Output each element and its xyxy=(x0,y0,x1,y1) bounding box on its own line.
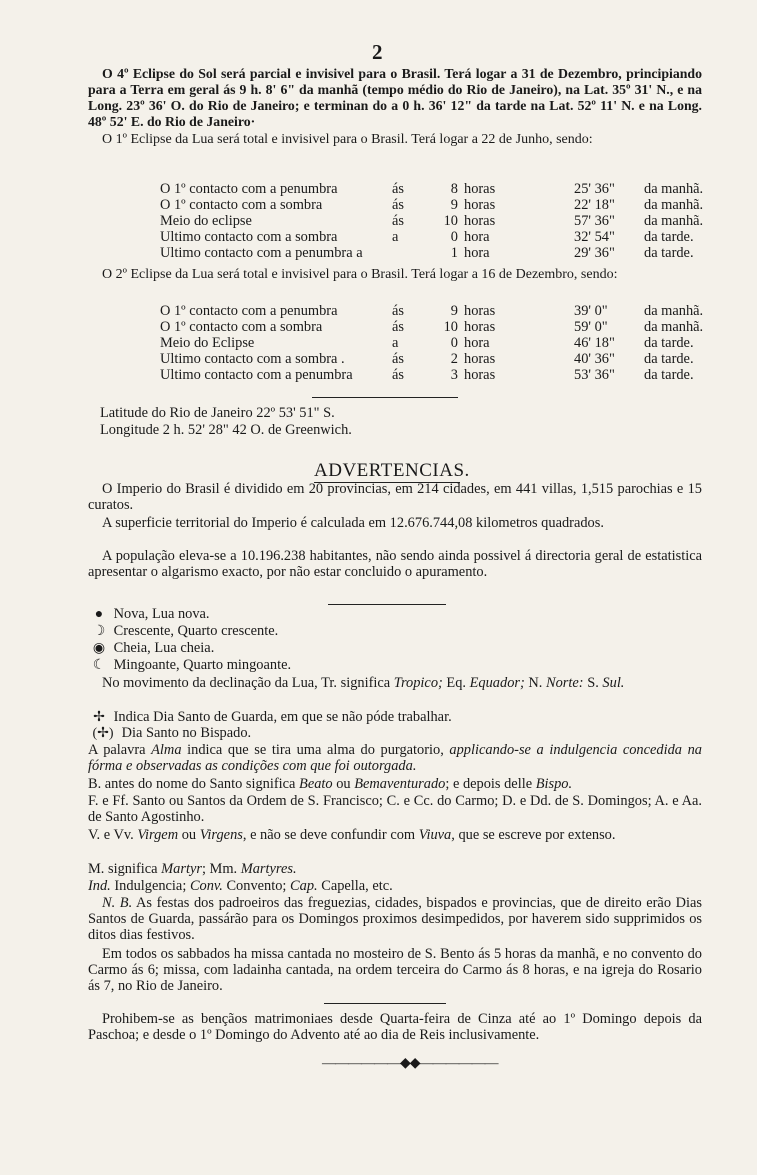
lunar-eclipse-1-table xyxy=(160,181,703,261)
solar-eclipse-paragraph: O 4º Eclipse do Sol será parcial e invisivel para o Brasil. Terá logar a 31 de Dezembro, principiando para a Terra em geral ás 9 h. 8' 6" da manhã (tempo médio do Rio de Janeiro), na Lat. 35º 31' N., e na Long. 23º 36' O. do Rio de Janeiro; e terminan do a 0 h. 36' 12" da tarde na Lat. 52º 11' N. e na Long. 48º 52' E. do Rio de Janeiro· xyxy=(88,66,702,129)
time-cell: 40' 36" xyxy=(574,351,615,367)
advertencia-population: A população eleva-se a 10.196.238 habitantes, não sendo ainda possivel á directoria geral de estatistica apresentar o algarismo exacto, por não estar concluido o apuramento. xyxy=(88,548,702,580)
event-cell: Ultimo contacto com a penumbra a xyxy=(160,245,363,261)
event-cell: O 1º contacto com a penumbra xyxy=(160,303,338,319)
event-cell: Meio do eclipse xyxy=(160,213,252,229)
divider xyxy=(328,604,446,605)
period-cell: da tarde. xyxy=(644,351,694,367)
lunar-eclipse-2-table xyxy=(160,303,703,383)
event-cell: Ultimo contacto com a sombra . xyxy=(160,351,345,367)
new-moon-icon: ● xyxy=(94,607,104,622)
advertencias-heading: ADVERTENCIAS. xyxy=(314,460,470,481)
prep-cell: ás xyxy=(392,367,404,383)
divider xyxy=(312,397,458,398)
moon-phase-item xyxy=(88,640,702,657)
table-row xyxy=(160,245,703,261)
prep-cell: ás xyxy=(392,351,404,367)
lunar-eclipse-2-intro: O 2º Eclipse da Lua será total e invisivel para o Brasil. Terá logar a 16 de Dezembro, sendo: xyxy=(102,267,618,282)
table-row xyxy=(160,197,703,213)
time-cell: 53' 36" xyxy=(574,367,615,383)
moon-phase-item xyxy=(88,657,702,674)
hour-cell: 0 xyxy=(450,229,458,245)
hour-cell: 9 xyxy=(450,303,458,319)
time-cell: 32' 54" xyxy=(574,229,615,245)
declination-note: No movimento da declinação da Lua, Tr. significa Tropico; Eq. Equador; N. Norte: S. Sul. xyxy=(102,675,625,691)
prep-cell: ás xyxy=(392,303,404,319)
table-row xyxy=(160,367,703,383)
lunar-eclipse-1-intro: O 1º Eclipse da Lua será total e invisivel para o Brasil. Terá logar a 22 de Junho, sendo: xyxy=(102,132,593,147)
page-number: 2 xyxy=(372,40,383,64)
hour-cell: 1 xyxy=(450,245,458,261)
virgem-note: V. e Vv. Virgem ou Virgens, e não se deve confundir com Viuva, que se escreve por extenso. xyxy=(88,827,616,843)
unit-cell: horas xyxy=(464,197,496,213)
martyr-note: M. significa Martyr; Mm. Martyres. xyxy=(88,861,297,877)
hour-cell: 8 xyxy=(450,181,458,197)
prep-cell xyxy=(392,245,418,261)
bracketed-cross-icon: (✢) xyxy=(92,726,114,741)
table-row xyxy=(160,319,703,335)
cross-icon: ✢ xyxy=(93,710,105,725)
event-cell: Ultimo contacto com a sombra xyxy=(160,229,338,245)
time-cell: 46' 18" xyxy=(574,335,615,351)
religious-orders-note: F. e Ff. Santo ou Santos da Ordem de S. Francisco; C. e Cc. do Carmo; D. e Dd. de S. Domingos; A. e Aa. de Santo Agostinho. xyxy=(88,793,702,825)
hour-cell: 9 xyxy=(450,197,458,213)
unit-cell: horas xyxy=(464,213,496,229)
hour-cell: 10 xyxy=(443,319,458,335)
time-cell: 22' 18" xyxy=(574,197,615,213)
moon-phase-label: Crescente, Quarto crescente. xyxy=(113,623,279,639)
advertencia-area: A superficie territorial do Imperio é calculada em 12.676.744,08 kilometros quadrados. xyxy=(102,515,604,531)
period-cell: da tarde. xyxy=(644,245,694,261)
table-row xyxy=(160,229,703,245)
prep-cell: ás xyxy=(392,319,404,335)
prep-cell: a xyxy=(392,229,399,245)
end-ornament: ——————◆◆—————— xyxy=(322,1056,498,1071)
prep-cell: a xyxy=(392,335,399,351)
latitude: Latitude do Rio de Janeiro 22º 53' 51" S. xyxy=(100,405,335,421)
period-cell: da tarde. xyxy=(644,367,694,383)
time-cell: 39' 0" xyxy=(574,303,608,319)
moon-phase-label: Cheia, Lua cheia. xyxy=(113,640,215,656)
unit-cell: hora xyxy=(464,229,490,245)
period-cell: da tarde. xyxy=(644,335,694,351)
moon-phase-label: Nova, Lua nova. xyxy=(113,606,210,622)
marriage-blessing-prohibition: Prohibem-se as bençãos matrimoniaes desde Quarta-feira de Cinza até ao 1º Domingo depois da Paschoa; e desde o 1º Domingo do Advento até ao dia de Reis inclusivamente. xyxy=(88,1011,702,1043)
unit-cell: horas xyxy=(464,303,496,319)
time-cell: 25' 36" xyxy=(574,181,615,197)
table-row xyxy=(160,213,703,229)
period-cell: da manhã. xyxy=(644,319,704,335)
event-cell: Meio do Eclipse xyxy=(160,335,255,351)
abbreviations-note: Ind. Indulgencia; Conv. Convento; Cap. Capella, etc. xyxy=(88,878,393,894)
dia-santo-guarda-legend: ✢ Indica Dia Santo de Guarda, em que se não póde trabalhar. xyxy=(88,709,702,726)
prep-cell: ás xyxy=(392,181,404,197)
event-cell: Ultimo contacto com a penumbra xyxy=(160,367,353,383)
beato-note: B. antes do nome do Santo significa Beato ou Bemaventurado; e depois delle Bispo. xyxy=(88,776,573,792)
table-row xyxy=(160,303,703,319)
longitude: Longitude 2 h. 52' 28" 42 O. de Greenwich. xyxy=(100,422,352,438)
prep-cell: ás xyxy=(392,213,404,229)
time-cell: 29' 36" xyxy=(574,245,615,261)
hour-cell: 10 xyxy=(443,213,458,229)
period-cell: da manhã. xyxy=(644,213,704,229)
full-moon-icon: ◉ xyxy=(92,641,106,656)
unit-cell: hora xyxy=(464,335,490,351)
unit-cell: horas xyxy=(464,181,496,197)
hour-cell: 0 xyxy=(450,335,458,351)
period-cell: da manhã. xyxy=(644,181,704,197)
period-cell: da manhã. xyxy=(644,303,704,319)
moon-phase-item xyxy=(88,623,702,640)
nota-bene: N. B. As festas dos padroeiros das freguezias, cidades, bispados e provincias, que de direito erão Dias Santos de Guarda, passárão para os Domingos proximos desimpedidos, por haverem sido supprimidos os ditos dias festivos. xyxy=(88,895,702,943)
last-quarter-icon: ☾ xyxy=(92,658,106,673)
moon-phase-item xyxy=(88,606,702,623)
unit-cell: horas xyxy=(464,319,496,335)
first-quarter-icon: ☽ xyxy=(92,624,106,639)
unit-cell: horas xyxy=(464,351,496,367)
moon-phase-label: Mingoante, Quarto mingoante. xyxy=(113,657,292,673)
table-row xyxy=(160,351,703,367)
moon-phases-legend xyxy=(88,606,702,674)
table-row xyxy=(160,335,703,351)
event-cell: O 1º contacto com a sombra xyxy=(160,319,323,335)
unit-cell: hora xyxy=(464,245,490,261)
hour-cell: 2 xyxy=(450,351,458,367)
time-cell: 59' 0" xyxy=(574,319,608,335)
divider xyxy=(324,1003,446,1004)
dia-santo-bispado-legend: (✢) Dia Santo no Bispado. xyxy=(88,725,702,742)
period-cell: da manhã. xyxy=(644,197,704,213)
table-row xyxy=(160,181,703,197)
event-cell: O 1º contacto com a sombra xyxy=(160,197,323,213)
advertencia-provinces: O Imperio do Brasil é dividido em 20 provincias, em 214 cidades, em 441 villas, 1,515 parochias e 15 curatos. xyxy=(88,481,702,513)
mass-schedule: Em todos os sabbados ha missa cantada no mosteiro de S. Bento ás 5 horas da manhã, e no convento do Carmo ás 6; missa, com ladainha cantada, na ordem terceira do Carmo ás 8 horas, e na igreja do Rosario ás 7, no Rio de Janeiro. xyxy=(88,946,702,994)
alma-note: A palavra Alma indica que se tira uma alma do purgatorio, applicando-se a indulgencia concedida na fórma e observadas as condições com que foi outorgada. xyxy=(88,742,702,774)
prep-cell: ás xyxy=(392,197,404,213)
unit-cell: horas xyxy=(464,367,496,383)
period-cell: da tarde. xyxy=(644,229,694,245)
hour-cell: 3 xyxy=(450,367,458,383)
event-cell: O 1º contacto com a penumbra xyxy=(160,181,338,197)
time-cell: 57' 36" xyxy=(574,213,615,229)
